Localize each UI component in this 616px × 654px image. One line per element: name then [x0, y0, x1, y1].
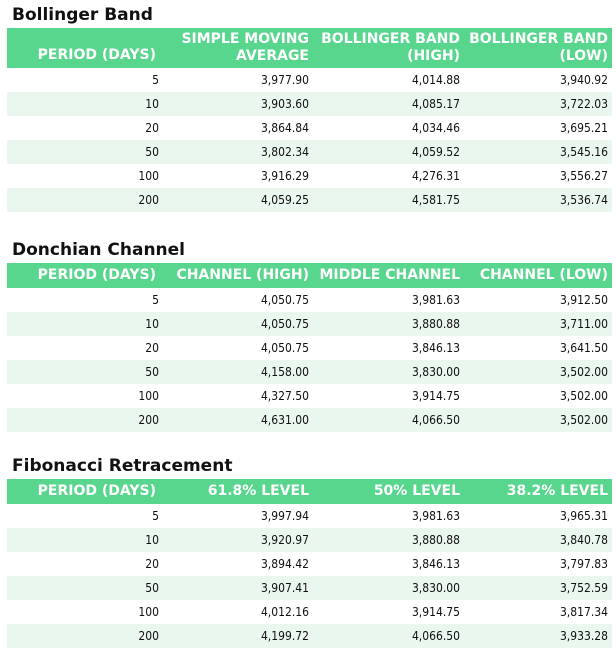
value-cell: 4,066.50 — [313, 408, 464, 432]
period-cell: 50 — [7, 360, 160, 384]
column-header-text: 38.2% LEVEL — [506, 483, 608, 499]
column-header-text: AVERAGE — [236, 48, 309, 64]
column-header — [7, 479, 160, 504]
column-header-text: PERIOD (DAYS) — [37, 47, 156, 63]
table-row — [7, 288, 612, 312]
value-cell: 3,894.42 — [260, 557, 309, 571]
period-cell: 100 — [138, 605, 159, 619]
table-row — [7, 576, 612, 600]
value-cell: 4,012.16 — [260, 605, 309, 619]
period-cell: 20 — [145, 557, 159, 571]
column-header-text: (LOW) — [559, 48, 608, 64]
section-title: Bollinger Band — [12, 5, 153, 25]
table-row — [7, 408, 612, 432]
period-cell: 5 — [152, 509, 159, 523]
period-cell: 200 — [7, 188, 160, 212]
value-cell: 4,059.25 — [160, 188, 313, 212]
table-header-row — [7, 263, 612, 288]
period-cell: 50 — [7, 576, 160, 600]
table-row — [7, 504, 612, 528]
value-cell: 3,920.97 — [160, 528, 313, 552]
value-cell: 3,914.75 — [411, 605, 460, 619]
column-header-text: CHANNEL (LOW) — [479, 267, 608, 283]
period-cell: 10 — [7, 312, 160, 336]
value-cell: 3,965.31 — [559, 509, 608, 523]
section-title: Donchian Channel — [12, 240, 186, 260]
period-cell: 200 — [7, 408, 160, 432]
value-cell: 4,014.88 — [411, 73, 460, 87]
column-header — [7, 263, 160, 288]
value-cell: 3,695.21 — [559, 121, 608, 135]
period-cell: 200 — [7, 624, 160, 648]
table-row — [7, 552, 612, 576]
value-cell: 3,556.27 — [559, 169, 608, 183]
column-header-text: CHANNEL (HIGH) — [176, 267, 309, 283]
table-row — [7, 68, 612, 92]
table-row — [7, 116, 612, 140]
table-row — [7, 384, 612, 408]
value-cell: 3,545.16 — [464, 140, 612, 164]
period-cell: 100 — [138, 389, 159, 403]
period-cell: 10 — [7, 528, 160, 552]
column-header — [313, 28, 464, 68]
value-cell: 3,830.00 — [313, 576, 464, 600]
value-cell: 4,034.46 — [411, 121, 460, 135]
table-row — [7, 624, 612, 648]
value-cell: 3,711.00 — [464, 312, 612, 336]
table-row — [7, 600, 612, 624]
value-cell: 3,830.00 — [313, 360, 464, 384]
column-header-text: PERIOD (DAYS) — [37, 483, 156, 499]
column-header — [313, 263, 464, 288]
value-cell: 3,940.92 — [559, 73, 608, 87]
table-header-row — [7, 28, 612, 68]
period-cell: 20 — [145, 341, 159, 355]
value-cell: 3,981.63 — [411, 509, 460, 523]
table-row — [7, 140, 612, 164]
value-cell: 4,050.75 — [160, 312, 313, 336]
table-row — [7, 528, 612, 552]
value-cell: 3,864.84 — [260, 121, 309, 135]
value-cell: 3,641.50 — [559, 341, 608, 355]
value-cell: 3,797.83 — [559, 557, 608, 571]
value-cell: 3,880.88 — [313, 312, 464, 336]
period-cell: 50 — [7, 140, 160, 164]
value-cell: 3,846.13 — [411, 341, 460, 355]
value-cell: 4,059.52 — [313, 140, 464, 164]
section-title: Fibonacci Retracement — [12, 456, 233, 476]
value-cell: 3,912.50 — [559, 293, 608, 307]
value-cell: 3,914.75 — [411, 389, 460, 403]
value-cell: 3,977.90 — [260, 73, 309, 87]
value-cell: 3,997.94 — [260, 509, 309, 523]
value-cell: 3,752.59 — [464, 576, 612, 600]
column-header — [464, 479, 612, 504]
value-cell: 4,631.00 — [160, 408, 313, 432]
value-cell: 3,933.28 — [464, 624, 612, 648]
table-row — [7, 312, 612, 336]
value-cell: 3,502.00 — [464, 408, 612, 432]
period-cell: 10 — [7, 92, 160, 116]
column-header-text: 50% LEVEL — [373, 483, 460, 499]
column-header-text: BOLLINGER BAND — [469, 31, 608, 47]
value-cell: 3,840.78 — [464, 528, 612, 552]
value-cell: 4,327.50 — [260, 389, 309, 403]
period-cell: 5 — [152, 293, 159, 307]
table-row — [7, 92, 612, 116]
value-cell: 4,085.17 — [313, 92, 464, 116]
column-header — [313, 479, 464, 504]
column-header — [464, 263, 612, 288]
value-cell: 4,050.75 — [260, 341, 309, 355]
bollinger-band-table — [7, 28, 612, 212]
value-cell: 4,158.00 — [160, 360, 313, 384]
column-header-text: (HIGH) — [407, 48, 460, 64]
value-cell: 4,276.31 — [411, 169, 460, 183]
value-cell: 3,916.29 — [260, 169, 309, 183]
value-cell: 3,903.60 — [160, 92, 313, 116]
value-cell: 3,802.34 — [160, 140, 313, 164]
table-row — [7, 336, 612, 360]
column-header-text: PERIOD (DAYS) — [37, 267, 156, 283]
fibonacci-retracement-table — [7, 479, 612, 648]
value-cell: 4,050.75 — [260, 293, 309, 307]
period-cell: 100 — [138, 169, 159, 183]
value-cell: 3,846.13 — [411, 557, 460, 571]
column-header-text: 61.8% LEVEL — [207, 483, 309, 499]
value-cell: 3,502.00 — [464, 360, 612, 384]
period-cell: 20 — [145, 121, 159, 135]
value-cell: 3,536.74 — [464, 188, 612, 212]
value-cell: 3,502.00 — [559, 389, 608, 403]
column-header — [464, 28, 612, 68]
table-row — [7, 188, 612, 212]
column-header-text: SIMPLE MOVING — [181, 31, 309, 47]
value-cell: 3,722.03 — [464, 92, 612, 116]
value-cell: 3,907.41 — [160, 576, 313, 600]
value-cell: 3,981.63 — [411, 293, 460, 307]
table-row — [7, 164, 612, 188]
period-cell: 5 — [152, 73, 159, 87]
column-header — [160, 263, 313, 288]
column-header-text: BOLLINGER BAND — [321, 31, 460, 47]
donchian-channel-table — [7, 263, 612, 432]
table-header-row — [7, 479, 612, 504]
column-header — [160, 28, 313, 68]
column-header — [7, 28, 160, 68]
value-cell: 4,066.50 — [313, 624, 464, 648]
value-cell: 4,199.72 — [160, 624, 313, 648]
table-row — [7, 360, 612, 384]
value-cell: 3,880.88 — [313, 528, 464, 552]
value-cell: 4,581.75 — [313, 188, 464, 212]
value-cell: 3,817.34 — [559, 605, 608, 619]
column-header — [160, 479, 313, 504]
column-header-text: MIDDLE CHANNEL — [319, 267, 460, 283]
